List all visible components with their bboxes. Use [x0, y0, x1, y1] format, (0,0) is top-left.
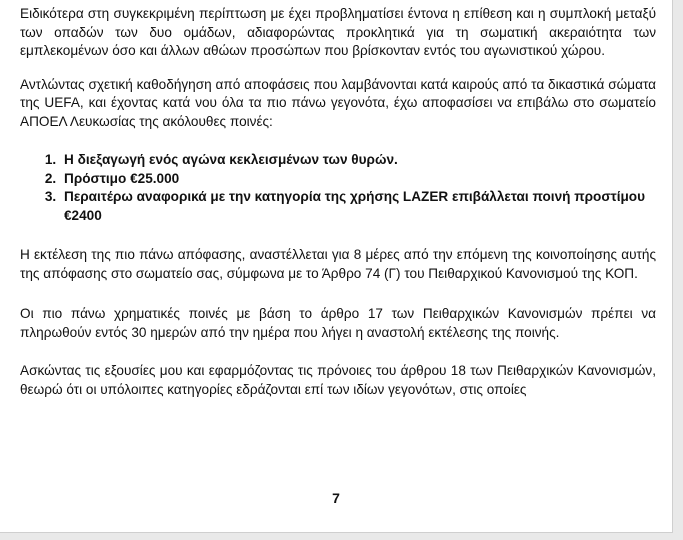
penalties-list — [20, 151, 656, 225]
paragraph-incident: Ειδικότερα στη συγκεκριμένη περίπτωση με έχει προβληματίσει έντονα η επίθεση και η συμπλοκή μεταξύ των οπαδών των δυο ομάδων, αδιαφορώντας προκλητικά για τη σωματική ακεραιότητα των εμπλεκομένων όσο και άλλων αθώων προσώπων που βρίσκονταν εντός του αγωνιστικού χώρου. — [20, 6, 656, 58]
penalty-item-1: 1. Η διεξαγωγή ενός αγώνα κεκλεισμένων των θυρών. — [60, 151, 656, 170]
penalty-item-2: 2. Πρόστιμο €25.000 — [60, 170, 656, 189]
penalty-item-3: 3. Περαιτέρω αναφορικά με την κατηγορία της χρήσης LAZER επιβάλλεται ποινή προστίμου €2400 — [60, 188, 656, 225]
paragraph-payment: Οι πιο πάνω χρηματικές ποινές με βάση το άρθρο 17 των Πειθαρχικών Κανονισμών πρέπει να πληρωθούν εντός 30 ημερών από την ημέρα που λήγει η αναστολή εκτέλεσης της ποινής. — [20, 306, 656, 340]
paragraph-remaining-charges: Ασκώντας τις εξουσίες μου και εφαρμόζοντας τις πρόνοιες του άρθρου 18 των Πειθαρχικών Κανονισμών, θεωρώ ότι οι υπόλοιπες κατηγορίες εδράζονται επί των ιδίων γεγονότων, στις οποίες — [20, 363, 656, 397]
paragraph-decision: Αντλώντας σχετική καθοδήγηση από αποφάσεις που λαμβάνονται κατά καιρούς από τα δικαστικά σώματα της UEFA, και έχοντας κατά νου όλα τα πιο πάνω γεγονότα, έχω αποφασίσει να επιβάλω στο σωματείο ΑΠΟΕΛ Λευκωσίας της ακόλουθες ποινές: — [20, 76, 656, 129]
page-number: 7 — [332, 490, 340, 506]
paragraph-suspension: Η εκτέλεση της πιο πάνω απόφασης, αναστέλλεται για 8 μέρες από την επόμενη της κοινοποίησης αυτής της απόφασης στο σωματείο σας, σύμφωνα με το Άρθρο 74 (Γ) του Πειθαρχικού Κανονισμού της ΚΟΠ. — [20, 247, 656, 281]
document-body — [20, 5, 656, 399]
